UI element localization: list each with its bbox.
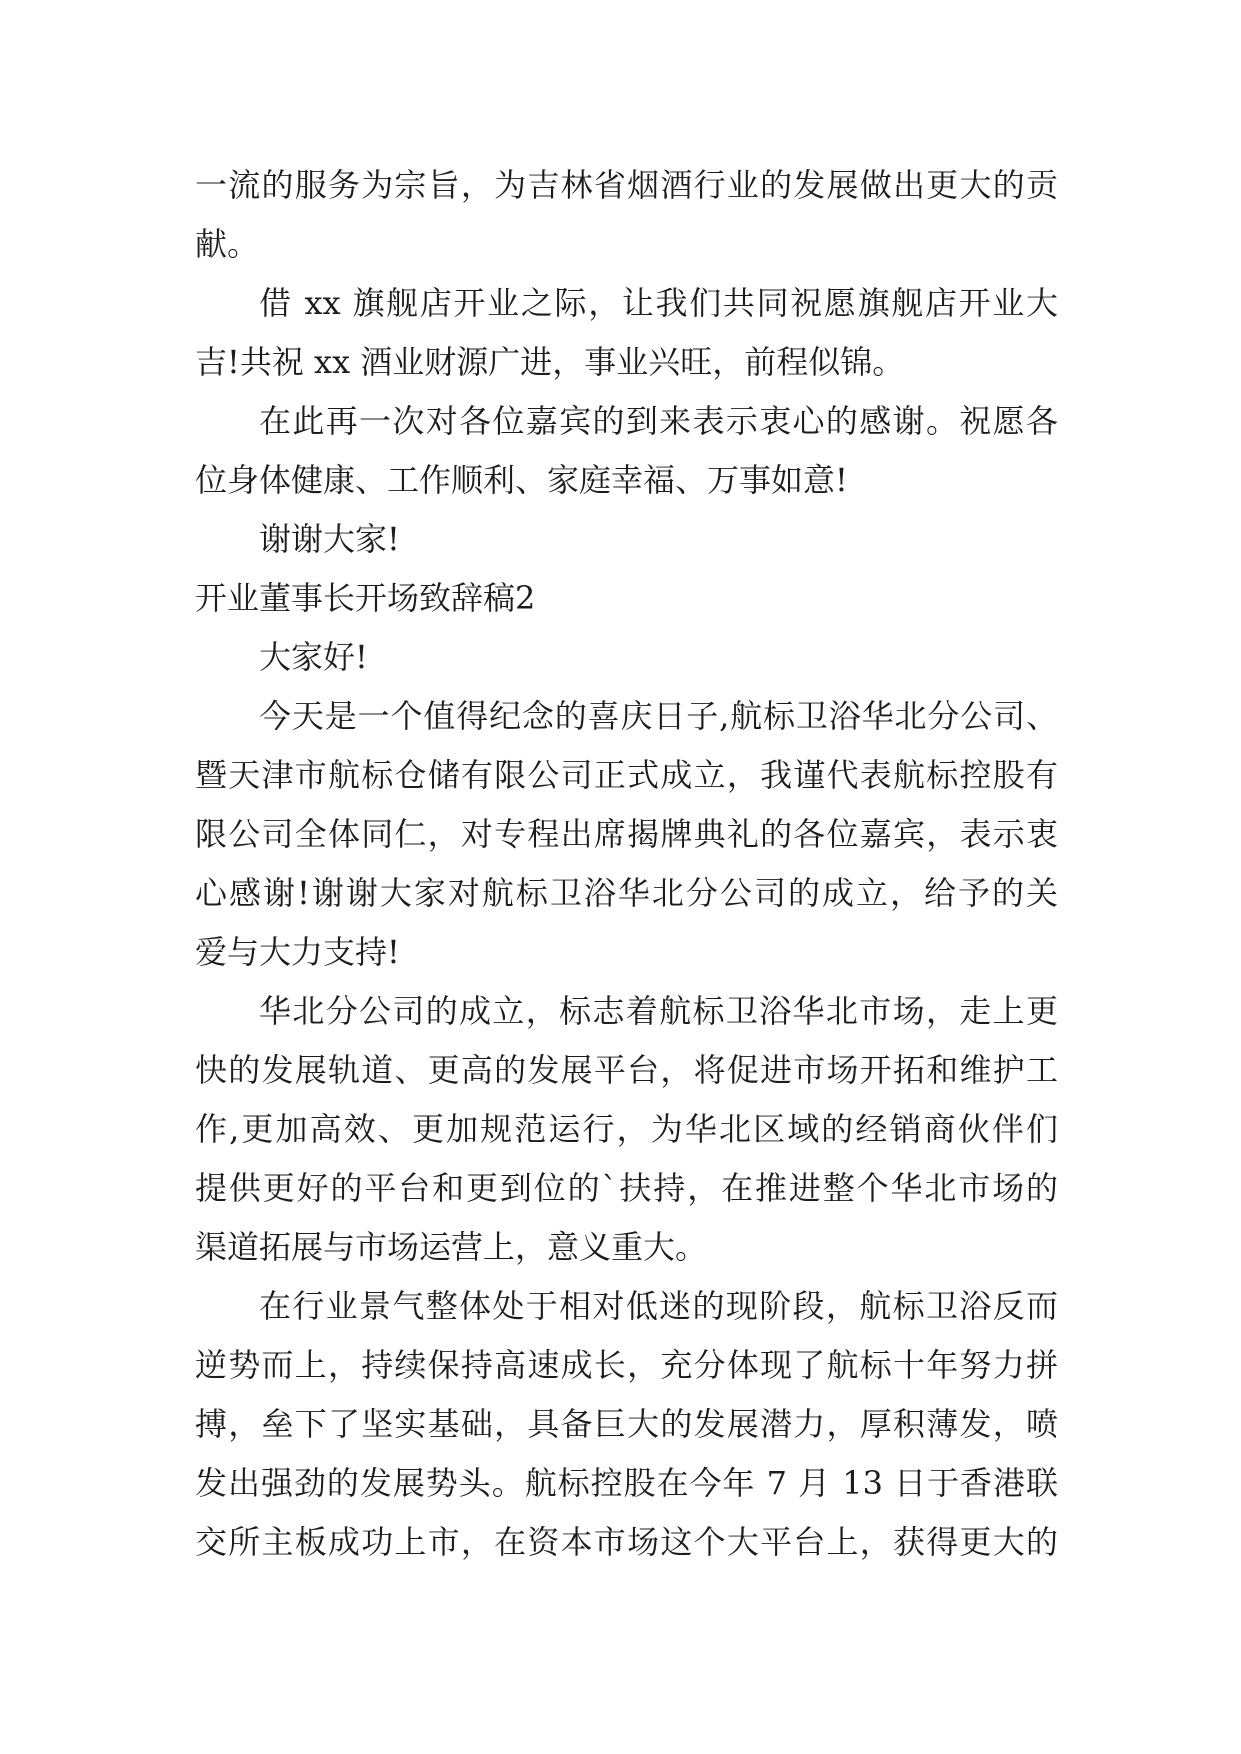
text-line: 谢谢大家! <box>259 520 400 558</box>
section-1 <box>195 156 1058 569</box>
text-line: 逆势而上，持续保持高速成长，充分体现了航标十年努力拼 <box>195 1346 1058 1384</box>
paragraph <box>195 274 1058 392</box>
text-line: 提供更好的平台和更到位的`扶持，在推进整个华北市场的 <box>195 1169 1058 1207</box>
text-line: 交所主板成功上市，在资本市场这个大平台上，获得更大的 <box>195 1523 1058 1561</box>
text-line: 爱与大力支持! <box>195 933 400 971</box>
paragraph <box>195 628 1058 687</box>
text-line: 作,更加高效、更加规范运行，为华北区域的经销商伙伴们 <box>195 1110 1058 1148</box>
text-line: 一流的服务为宗旨，为吉林省烟酒行业的发展做出更大的贡 <box>195 166 1058 204</box>
paragraph <box>195 1277 1058 1572</box>
text-line: 在行业景气整体处于相对低迷的现阶段，航标卫浴反而 <box>259 1287 1058 1325</box>
text-line: 暨天津市航标仓储有限公司正式成立，我谨代表航标控股有 <box>195 756 1058 794</box>
paragraph <box>195 982 1058 1277</box>
paragraph <box>195 510 1058 569</box>
document-body <box>195 156 1058 1572</box>
text-line: 大家好! <box>259 638 368 676</box>
text-line: 位身体健康、工作顺利、家庭幸福、万事如意! <box>195 461 848 499</box>
paragraph <box>195 687 1058 982</box>
text-line: 渠道拓展与市场运营上，意义重大。 <box>195 1228 708 1266</box>
text-line: 华北分公司的成立，标志着航标卫浴华北市场，走上更 <box>259 992 1058 1030</box>
text-line: 献。 <box>195 225 260 263</box>
text-line: 在此再一次对各位嘉宾的到来表示衷心的感谢。祝愿各 <box>259 402 1058 440</box>
paragraph <box>195 156 1058 274</box>
text-line: 搏，垒下了坚实基础，具备巨大的发展潜力，厚积薄发，喷 <box>195 1405 1058 1443</box>
section-2 <box>195 569 1058 1572</box>
text-line: 快的发展轨道、更高的发展平台，将促进市场开拓和维护工 <box>195 1051 1058 1089</box>
text-line: 心感谢!谢谢大家对航标卫浴华北分公司的成立，给予的关 <box>195 874 1058 912</box>
text-line: 限公司全体同仁，对专程出席揭牌典礼的各位嘉宾，表示衷 <box>195 815 1058 853</box>
paragraph <box>195 392 1058 510</box>
section-title: 开业董事长开场致辞稿2 <box>195 579 536 617</box>
text-line: 今天是一个值得纪念的喜庆日子,航标卫浴华北分公司、 <box>259 697 1058 735</box>
text-line: 吉!共祝 xx 酒业财源广进，事业兴旺，前程似锦。 <box>195 343 905 381</box>
text-line: 借 xx 旗舰店开业之际，让我们共同祝愿旗舰店开业大 <box>259 284 1058 322</box>
text-line: 发出强劲的发展势头。航标控股在今年 7 月 13 日于香港联 <box>195 1464 1058 1502</box>
